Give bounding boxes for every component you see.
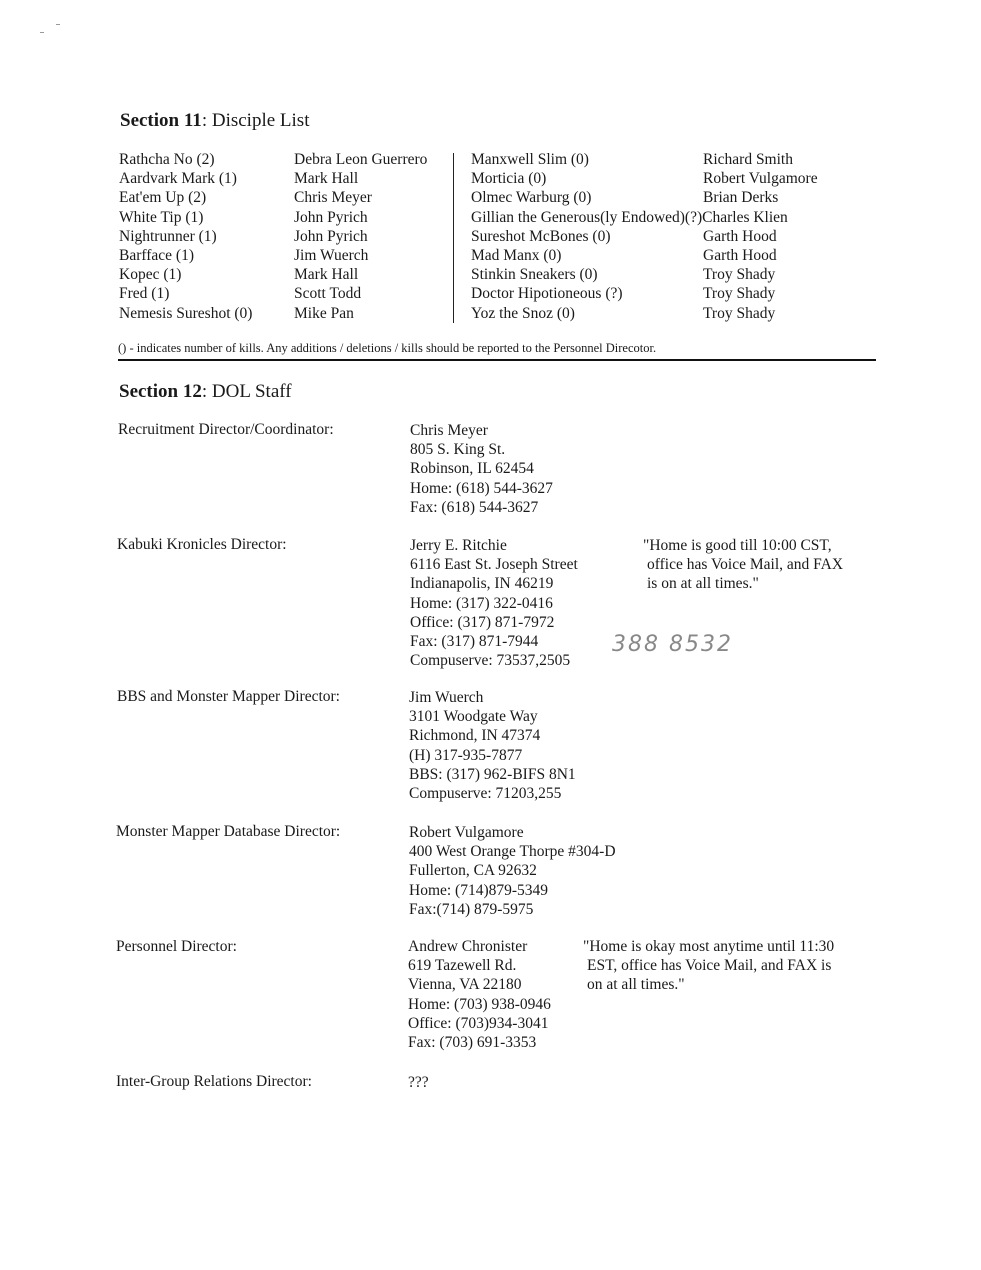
column-divider bbox=[453, 153, 454, 323]
list-item: Garth Hood bbox=[703, 247, 777, 265]
contact-line: Jim Wuerch bbox=[409, 689, 484, 706]
staff-role-inter-group-relations: Inter-Group Relations Director: bbox=[116, 1073, 312, 1090]
list-item: Rathcha No (2) bbox=[119, 151, 215, 168]
contact-line: Fax:(714) 879-5975 bbox=[409, 900, 534, 918]
list-item: Troy Shady bbox=[703, 266, 776, 284]
staff-role-kabuki-kronicles: Kabuki Kronicles Director: bbox=[117, 536, 287, 553]
staff-contact-recruitment bbox=[410, 421, 553, 517]
contact-line: Chris Meyer bbox=[410, 422, 488, 439]
list-item: Kopec (1) bbox=[119, 266, 182, 284]
list-item: Morticia (0) bbox=[471, 170, 547, 188]
list-item bbox=[703, 208, 818, 227]
contact-line: ??? bbox=[408, 1074, 429, 1091]
list-item: Eat'em Up (2) bbox=[119, 189, 207, 207]
list-item: Debra Leon Guerrero bbox=[294, 151, 428, 168]
contact-line: Vienna, VA 22180 bbox=[408, 976, 522, 994]
contact-line: 6116 East St. Joseph Street bbox=[410, 556, 578, 574]
list-item: Fred (1) bbox=[119, 285, 170, 303]
section-divider bbox=[118, 359, 876, 361]
section-11-number: Section 11 bbox=[120, 110, 202, 131]
list-item: John Pyrich bbox=[294, 227, 368, 245]
contact-line: Robinson, IL 62454 bbox=[410, 460, 534, 478]
contact-line: Home: (714)879-5349 bbox=[409, 881, 549, 899]
contact-line: Compuserve: 71203,255 bbox=[409, 785, 562, 803]
quote-line: on at all times." bbox=[587, 976, 685, 994]
handwritten-phone-note: 388 8532 bbox=[612, 632, 733, 657]
contact-note-kabuki-kronicles bbox=[643, 536, 843, 594]
list-item: Mark Hall bbox=[294, 170, 359, 188]
staff-contact-inter-group-relations bbox=[408, 1073, 429, 1092]
list-item: Gillian the Generous(ly Endowed)(?)Charles Klien bbox=[471, 208, 788, 226]
quote-line: office has Voice Mail, and FAX bbox=[647, 556, 844, 574]
contact-line: Fax: (703) 691-3353 bbox=[408, 1034, 537, 1052]
scan-speck bbox=[56, 24, 60, 25]
list-item: Mark Hall bbox=[294, 266, 359, 284]
list-item: Stinkin Sneakers (0) bbox=[471, 266, 598, 284]
section-12-title: : DOL Staff bbox=[201, 381, 292, 402]
list-item: Mike Pan bbox=[294, 304, 354, 322]
list-item: Nemesis Sureshot (0) bbox=[119, 304, 253, 322]
list-item: Olmec Warburg (0) bbox=[471, 189, 592, 207]
staff-contact-bbs-monster-mapper bbox=[409, 688, 576, 803]
quote-line: is on at all times." bbox=[647, 575, 759, 593]
section-12-heading bbox=[119, 381, 292, 403]
list-item: Chris Meyer bbox=[294, 189, 372, 207]
list-item: Yoz the Snoz (0) bbox=[471, 304, 575, 322]
section-12-number: Section 12 bbox=[119, 381, 202, 402]
scan-speck bbox=[40, 32, 44, 33]
quote-line: "Home is okay most anytime until 11:30 bbox=[583, 938, 835, 955]
list-item: Mad Manx (0) bbox=[471, 247, 562, 265]
disciple-players-right bbox=[703, 150, 818, 323]
contact-line: Richmond, IN 47374 bbox=[409, 727, 541, 745]
disciple-names-left bbox=[119, 150, 252, 323]
staff-role-personnel: Personnel Director: bbox=[116, 938, 237, 955]
kills-note: () - indicates number of kills. Any additions / deletions / kills should be reported to the Personnel Direcotor. bbox=[118, 341, 657, 355]
quote-line: EST, office has Voice Mail, and FAX is bbox=[587, 957, 832, 975]
list-item: Richard Smith bbox=[703, 151, 793, 168]
contact-line: Robert Vulgamore bbox=[409, 824, 524, 841]
contact-line: Fax: (317) 871-7944 bbox=[410, 633, 539, 651]
contact-line: Andrew Chronister bbox=[408, 938, 528, 955]
staff-contact-kabuki-kronicles bbox=[410, 536, 578, 670]
contact-line: 619 Tazewell Rd. bbox=[408, 957, 517, 975]
staff-role-monster-mapper-database: Monster Mapper Database Director: bbox=[116, 823, 341, 840]
list-item: Sureshot McBones (0) bbox=[471, 227, 611, 245]
contact-line: BBS: (317) 962-BIFS 8N1 bbox=[409, 765, 576, 783]
staff-role-bbs-monster-mapper: BBS and Monster Mapper Director: bbox=[117, 688, 340, 705]
list-item: Scott Todd bbox=[294, 285, 362, 303]
list-item: Troy Shady bbox=[703, 304, 776, 322]
list-item: Robert Vulgamore bbox=[703, 170, 818, 188]
contact-note-personnel bbox=[583, 937, 834, 995]
contact-line: Fullerton, CA 92632 bbox=[409, 862, 537, 880]
list-item: Nightrunner (1) bbox=[119, 227, 217, 245]
list-item: Garth Hood bbox=[703, 227, 777, 245]
staff-contact-monster-mapper-database bbox=[409, 823, 616, 919]
disciple-players-left bbox=[294, 150, 427, 323]
list-item: Troy Shady bbox=[703, 285, 776, 303]
list-item: Jim Wuerch bbox=[294, 247, 369, 265]
contact-line: Home: (703) 938-0946 bbox=[408, 995, 551, 1013]
list-item: John Pyrich bbox=[294, 208, 368, 226]
contact-line: Indianapolis, IN 46219 bbox=[410, 575, 554, 593]
list-item: Brian Derks bbox=[703, 189, 779, 207]
list-item: Doctor Hipotioneous (?) bbox=[471, 285, 623, 303]
contact-line: Office: (703)934-3041 bbox=[408, 1014, 549, 1032]
section-11-heading bbox=[120, 110, 309, 132]
list-item: Aardvark Mark (1) bbox=[119, 170, 237, 188]
section-11-title: : Disciple List bbox=[201, 110, 310, 131]
list-item: Barfface (1) bbox=[119, 247, 195, 265]
list-item: White Tip (1) bbox=[119, 208, 204, 226]
contact-line: Home: (618) 544-3627 bbox=[410, 479, 553, 497]
contact-line: 3101 Woodgate Way bbox=[409, 708, 538, 726]
contact-line: Fax: (618) 544-3627 bbox=[410, 498, 539, 516]
contact-line: Home: (317) 322-0416 bbox=[410, 594, 553, 612]
contact-line: (H) 317-935-7877 bbox=[409, 746, 523, 764]
contact-line: 805 S. King St. bbox=[410, 441, 506, 459]
contact-line: 400 West Orange Thorpe #304-D bbox=[409, 843, 616, 861]
staff-role-recruitment: Recruitment Director/Coordinator: bbox=[118, 421, 334, 438]
contact-line: Office: (317) 871-7972 bbox=[410, 613, 555, 631]
contact-line: Compuserve: 73537,2505 bbox=[410, 652, 571, 670]
list-item: Manxwell Slim (0) bbox=[471, 151, 589, 168]
quote-line: "Home is good till 10:00 CST, bbox=[643, 537, 832, 554]
contact-line: Jerry E. Ritchie bbox=[410, 537, 507, 554]
staff-contact-personnel bbox=[408, 937, 551, 1052]
